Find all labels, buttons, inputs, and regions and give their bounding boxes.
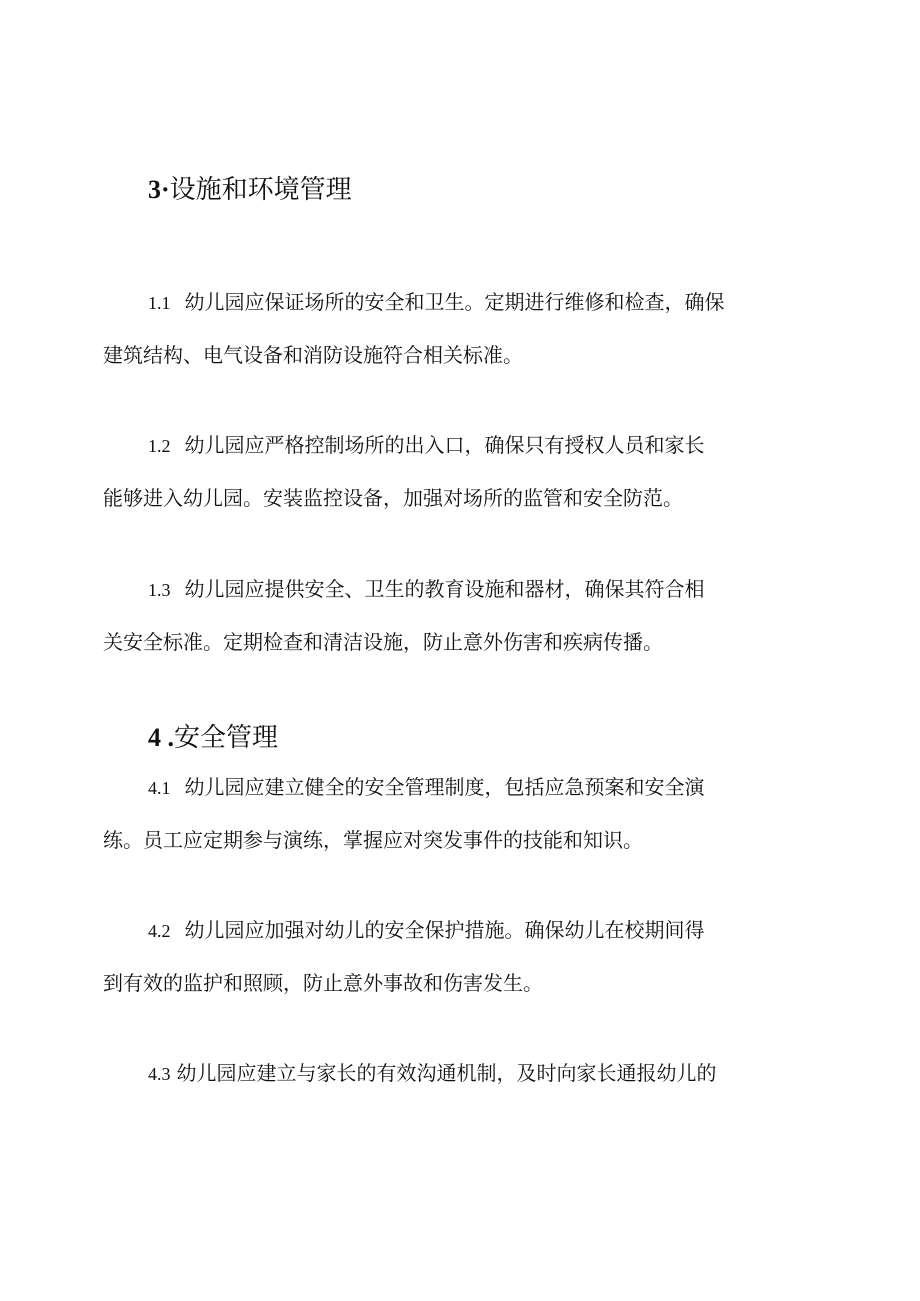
paragraph-number: 4.2 [148,921,171,941]
paragraph-text: 幼儿园应建立健全的安全管理制度，包括应急预案和安全演 [184,775,705,799]
paragraph-number: 4.3 [148,1064,171,1084]
paragraph-1-2 [103,419,825,524]
paragraph-line [103,1047,825,1100]
paragraph-line: 能够进入幼儿园。安装监控设备，加强对场所的监管和安全防范。 [103,486,683,510]
paragraph-1-3 [103,563,825,668]
section-number: 3· [148,175,170,204]
paragraph-text: 幼儿园应加强对幼儿的安全保护措施。确保幼儿在校期间得 [184,918,705,942]
paragraph-text: 幼儿园应严格控制场所的出入口，确保只有授权人员和家长 [184,433,705,457]
paragraph-line [103,419,825,472]
section-number: 4 . [148,723,174,752]
paragraph-number: 1.1 [148,293,171,313]
paragraph-text: 幼儿园应建立与家长的有效沟通机制，及时向家长通报幼儿的 [176,1061,717,1085]
paragraph-line [103,761,825,814]
section-heading-4 [148,721,278,755]
paragraph-4-2 [103,904,825,1009]
paragraph-text: 幼儿园应保证场所的安全和卫生。定期进行维修和检查，确保 [184,290,725,314]
paragraph-line: 关安全标准。定期检查和清洁设施，防止意外伤害和疾病传播。 [103,630,663,654]
paragraph-4-3 [103,1047,825,1100]
paragraph-number: 1.3 [148,580,171,600]
paragraph-line [103,276,825,329]
section-title: 设施和环境管理 [169,175,352,205]
paragraph-line: 建筑结构、电气设备和消防设施符合相关标准。 [103,343,523,367]
paragraph-text: 幼儿园应提供安全、卫生的教育设施和器材，确保其符合相 [184,577,705,601]
section-title: 安全管理 [174,723,279,753]
paragraph-line: 到有效的监护和照顾，防止意外事故和伤害发生。 [103,971,543,995]
paragraph-4-1 [103,761,825,866]
section-heading-3 [148,173,352,207]
paragraph-1-1 [103,276,825,381]
paragraph-line: 练。员工应定期参与演练，掌握应对突发事件的技能和知识。 [103,828,643,852]
paragraph-line [103,904,825,957]
paragraph-line [103,563,825,616]
paragraph-number: 1.2 [148,436,171,456]
paragraph-number: 4.1 [148,778,171,798]
